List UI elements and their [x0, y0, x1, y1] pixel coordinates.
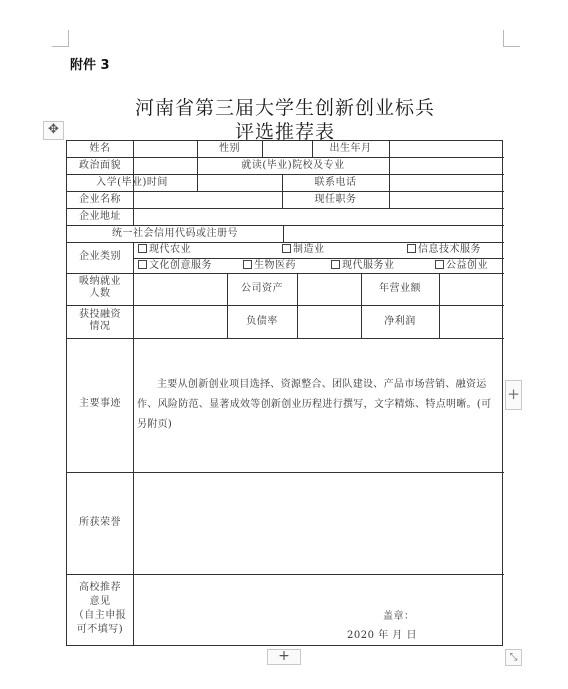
jobs-created-label: 吸纳就业 人数 — [79, 276, 121, 299]
add-column-button[interactable]: + — [505, 380, 522, 410]
recommendation-form-table — [66, 140, 503, 646]
page-corner-mark-top-right — [503, 30, 520, 47]
category-checkbox-agriculture[interactable]: 现代农业 — [138, 244, 191, 256]
column-divider — [262, 141, 263, 157]
attachment-label: 附件 3 — [70, 58, 110, 73]
column-divider — [197, 174, 198, 191]
enrollment-time-label: 入学(毕业)时间 — [96, 177, 168, 188]
checkbox-icon — [243, 260, 252, 269]
date-label: 2020 年 月 日 — [347, 630, 417, 641]
financing-label: 获投融资 情况 — [79, 309, 121, 332]
category-checkbox-modern-services[interactable]: 现代服务业 — [331, 260, 395, 272]
company-category-label: 企业类别 — [79, 251, 121, 262]
category-checkbox-it-services[interactable]: 信息技术服务 — [407, 244, 481, 256]
checkbox-icon — [331, 260, 340, 269]
document-title-line-2: 评选推荐表 — [234, 121, 335, 143]
add-row-button[interactable]: + — [267, 649, 301, 665]
seal-label: 盖章： — [383, 611, 415, 622]
checkbox-icon — [138, 244, 147, 253]
row-divider — [133, 258, 504, 259]
annual-revenue-label: 年营业额 — [379, 283, 421, 294]
company-name-label: 企业名称 — [79, 194, 121, 205]
column-divider — [389, 157, 390, 174]
column-divider — [389, 141, 390, 157]
gender-label: 性别 — [219, 143, 240, 154]
table-resize-handle-icon[interactable]: ⤡ — [505, 649, 522, 666]
main-deeds-instructions: 主要从创新创业项目选择、资源整合、团队建设、产品市场营销、融资运作、风险防范、显著成效等创新创业历程进行撰写，文字精炼、特点明晰。(可另附页) — [137, 379, 492, 430]
category-checkbox-public-welfare[interactable]: 公益创业 — [435, 260, 488, 272]
column-divider — [297, 273, 298, 338]
phone-label: 联系电话 — [314, 177, 357, 188]
honors-label: 所获荣誉 — [79, 517, 121, 528]
checkbox-icon — [282, 244, 291, 253]
credit-code-label: 统一社会信用代码或注册号 — [112, 228, 238, 239]
page-corner-mark-top-left — [52, 30, 69, 47]
net-profit-label: 净利润 — [384, 316, 416, 327]
row-divider — [67, 225, 504, 226]
birth-label: 出生年月 — [329, 143, 372, 154]
company-address-label: 企业地址 — [79, 211, 121, 222]
category-checkbox-biomedicine[interactable]: 生物医药 — [243, 260, 296, 272]
column-divider — [389, 174, 390, 191]
column-divider — [389, 191, 390, 208]
table-move-handle-icon[interactable]: ✥ — [43, 121, 64, 140]
column-divider — [283, 225, 284, 242]
main-deeds-label: 主要事迹 — [79, 398, 121, 409]
category-checkbox-culture-creative[interactable]: 文化创意服务 — [138, 260, 212, 272]
company-assets-label: 公司资产 — [241, 283, 283, 294]
school-major-label: 就读(毕业)院校及专业 — [241, 160, 345, 171]
column-divider — [439, 273, 440, 338]
political-status-label: 政治面貌 — [79, 160, 121, 171]
category-checkbox-manufacturing[interactable]: 制造业 — [282, 244, 325, 256]
checkbox-icon — [407, 244, 416, 253]
name-label: 姓名 — [89, 143, 111, 154]
debt-ratio-label: 负债率 — [246, 316, 278, 327]
column-divider — [133, 242, 134, 646]
document-title-line-1: 河南省第三届大学生创新创业标兵 — [134, 97, 435, 119]
checkbox-icon — [138, 260, 147, 269]
recommendation-label: 高校推荐 意见 （自主申报 可不填写) — [73, 582, 127, 635]
checkbox-icon — [435, 260, 444, 269]
position-label: 现任职务 — [314, 194, 357, 205]
